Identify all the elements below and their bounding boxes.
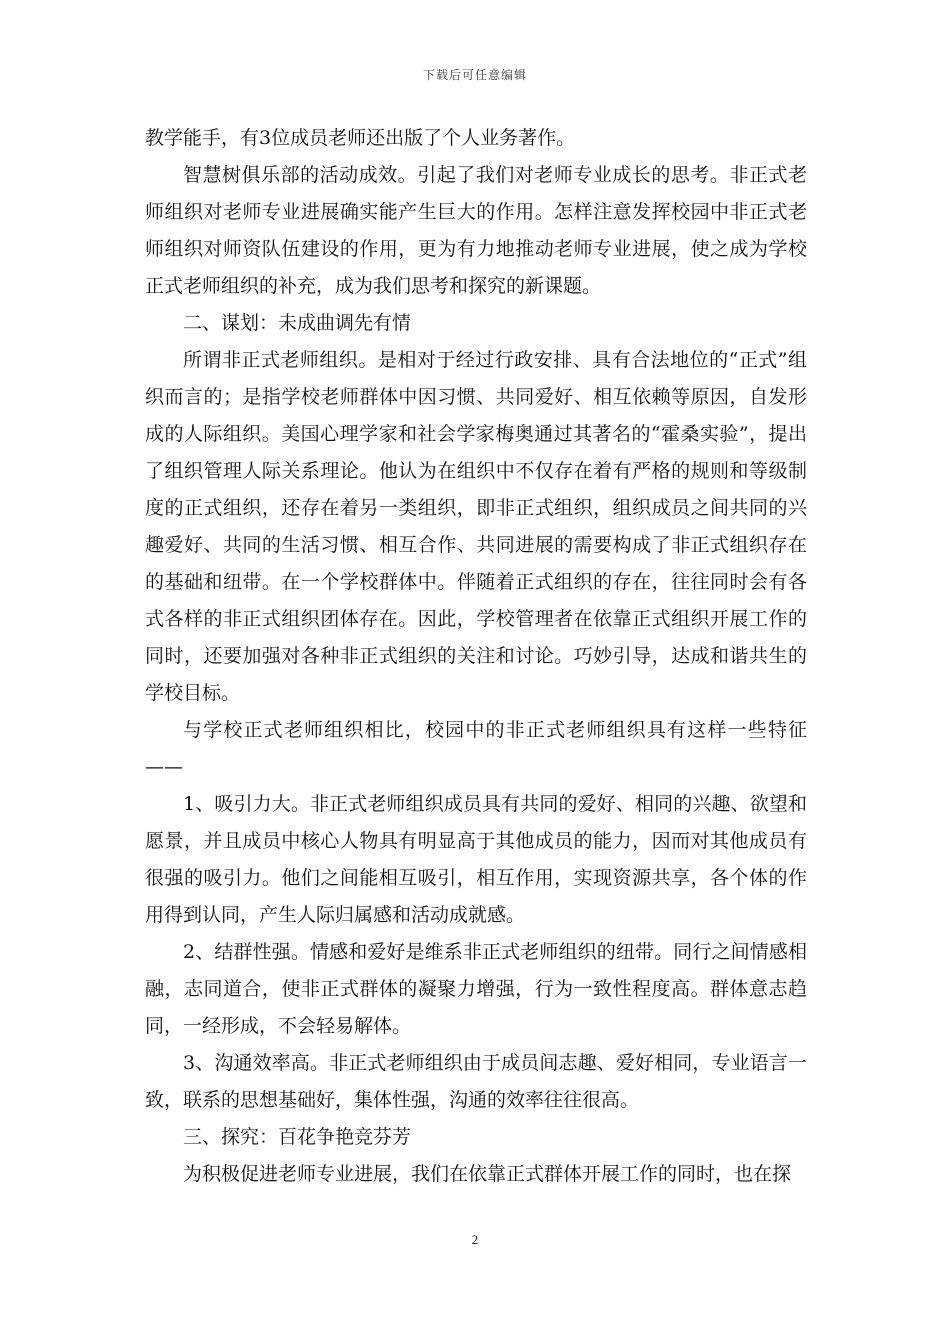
paragraph-4: 与学校正式老师组织相比，校园中的非正式老师组织具有这样一些特征—— (145, 719, 807, 778)
list-item-3: 3、沟通效率高。非正式老师组织由于成员间志趣、爱好相同，专业语言一致，联系的思想基础好，集体性强，沟通的效率往往很高。 (145, 1052, 807, 1111)
paragraph-3: 所谓非正式老师组织。是相对于经过行政安排、具有合法地位的“正式”组织而言的；是指学校老师群体中因习惯、共同爱好、相互依赖等原因，自发形成的人际组织。美国心理学家和社会学家梅奥通过其著名的“霍桑实验”，提出了组织管理人际关系理论。他认为在组织中不仅存在着有严格的规则和等级制度的正式组织，还存在着另一类组织，即非正式组织，组织成员之间共同的兴趣爱好、共同的生活习惯、相互合作、共同进展的需要构成了非正式组织存在的基础和纽带。在一个学校群体中。伴随着正式组织的存在，往往同时会有各式各样的非正式组织团体存在。因此，学校管理者在依靠正式组织开展工作的同时，还要加强对各种非正式组织的关注和讨论。巧妙引导，达成和谐共生的学校目标。 (145, 349, 807, 704)
page-number: 2 (471, 1232, 479, 1247)
document-body (145, 120, 807, 1193)
section-heading-2: 二、谋划：未成曲调先有情 (183, 312, 412, 334)
section-heading-3: 三、探究：百花争艳竞芬芳 (183, 1126, 412, 1148)
list-item-1: 1、吸引力大。非正式老师组织成员具有共同的爱好、相同的兴趣、欲望和愿景，并且成员中核心人物具有明显高于其他成员的能力，因而对其他成员有很强的吸引力。他们之间能相互吸引，相互作用，实现资源共享，各个体的作用得到认同，产生人际归属感和活动成就感。 (145, 793, 807, 926)
paragraph-2: 智慧树俱乐部的活动成效。引起了我们对老师专业成长的思考。非正式老师组织对老师专业进展确实能产生巨大的作用。怎样注意发挥校园中非正式老师组织对师资队伍建设的作用，更为有力地推动老师专业进展，使之成为学校正式老师组织的补充，成为我们思考和探究的新课题。 (145, 164, 807, 297)
paragraph-1: 教学能手，有3位成员老师还出版了个人业务著作。 (145, 127, 576, 149)
list-item-2: 2、结群性强。情感和爱好是维系非正式老师组织的纽带。同行之间情感相融，志同道合，使非正式群体的凝聚力增强，行为一致性程度高。群体意志趋同，一经形成，不会轻易解体。 (145, 941, 807, 1037)
page-header: 下载后可任意编辑 (422, 68, 527, 82)
paragraph-5: 为积极促进老师专业进展，我们在依靠正式群体开展工作的同时，也在探 (183, 1163, 792, 1185)
